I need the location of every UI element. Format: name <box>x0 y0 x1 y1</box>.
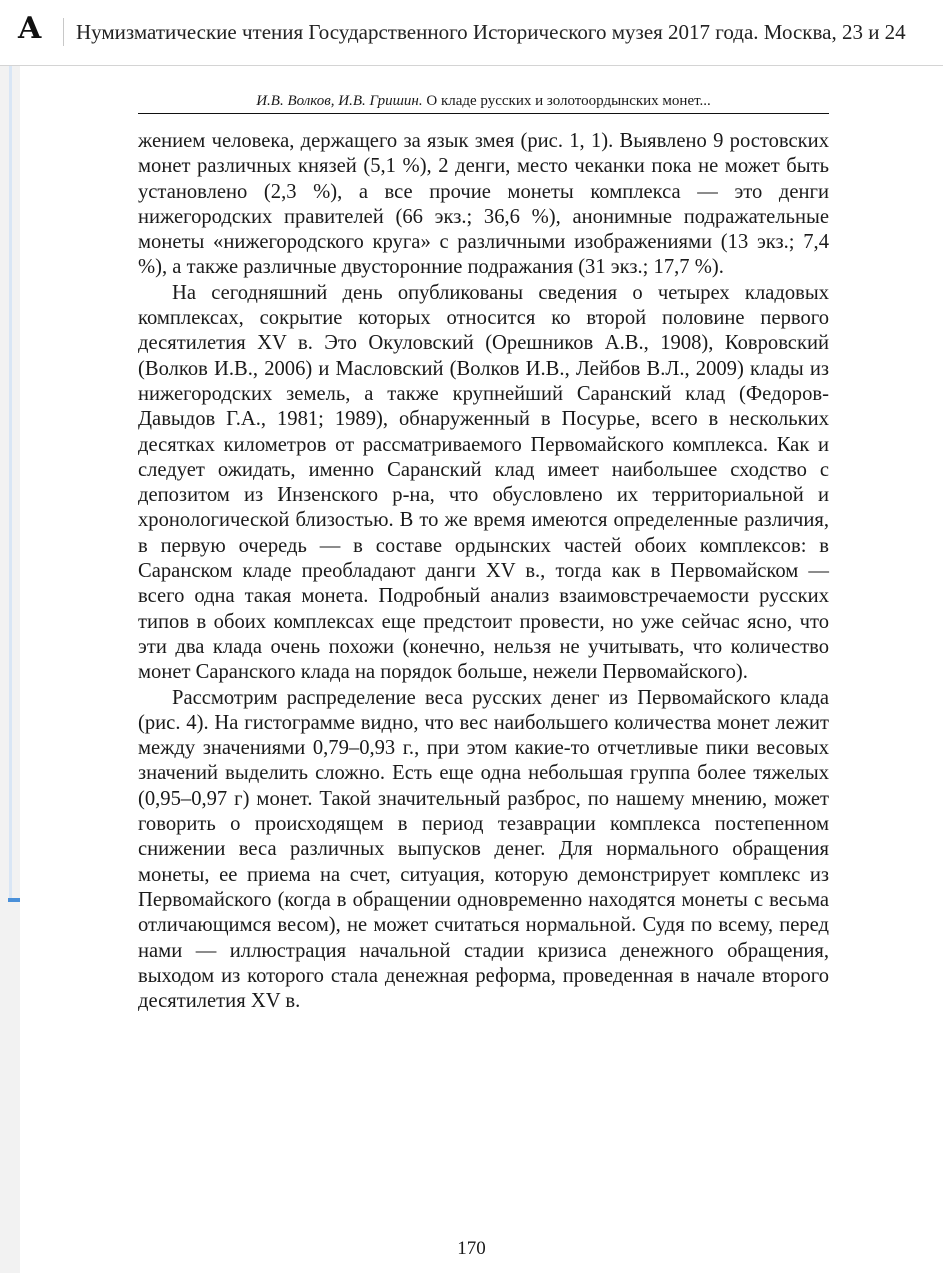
body-text <box>138 129 829 1014</box>
running-head <box>138 91 829 114</box>
paragraph: На сегодняшний день опубликованы сведения о четырех кладовых комплексах, сокрытие которых относится ко второй половине первого десятилетия XV в. Это Окуловский (Орешников А.В., 1908), Ковровский (Волков И.В., 2006) и Масловский (Волков И.В., Лейбов В.Л., 2009) клады из нижегородских земель, а также крупнейший Саранский клад (Федоров-Давыдов Г.А., 1981; 1989), обнаруженный в Посурье, всего в нескольких десятках километров от рассматриваемого Первомайского комплекса. Как и следует ожидать, именно Саранский клад имеет наибольшее сходство с депозитом из Инзенского р-на, что обусловлено их территориальной и хронологической близостью. В то же время имеются определенные различия, в первую очередь — в составе ордынских частей обоих комплексов: в Саранском кладе преобладают данги XV в., тогда как в Первомайском — всего одна такая монета. Подробный анализ взаимовстречаемости русских типов в обоих комплексах еще предстоит провести, но уже сейчас ясно, что эти два клада очень похожи (конечно, нельзя не учитывать, что количество монет Саранского клада на порядок больше, нежели Первомайского). <box>138 281 829 684</box>
scroll-position-marker[interactable] <box>8 898 20 902</box>
paragraph: жением человека, держащего за язык змея (рис. 1, 1). Выявлено 9 ростовских монет различных князей (5,1 %), 2 денги, место чеканки пока не может быть установлено (2,3 %), а все прочие монеты комплекса — это денги нижегородских правителей (66 экз.; 36,6 %), анонимные подражательные монеты «нижегородского круга» с различными изображениями (13 экз.; 7,4 %), а также различные двусторонние подражания (31 экз.; 17,7 %). <box>138 130 829 279</box>
scroll-position-track <box>9 66 12 902</box>
reader-toolbar <box>0 0 943 66</box>
toolbar-divider <box>63 18 64 46</box>
paragraph: Рассмотрим распределение веса русских денег из Первомайского клада (рис. 4). На гистограмме видно, что вес наибольшего количества монет лежит между значениями 0,79–0,93 г., при этом какие-то отчетливые пики весовых значений выделить сложно. Есть еще одна небольшая группа более тяжелых (0,95–0,97 г) монет. Такой значительный разброс, по нашему мнению, может говорить о происходящем в период тезаврации комплекса постепенном снижении веса различных выпусков денег. Для нормального обращения монеты, ее приема на счет, ситуация, которую демонстрирует комплекс из Первомайского (когда в обращении одновременно находятся монеты с весьма отличающимся весом), не может считаться нормальной. Судя по всему, перед нами — иллюстрация начальной стадии кризиса денежного обращения, выходом из которого стала денежная реформа, проведенная в начале второго десятилетия XV в. <box>138 686 829 1013</box>
running-head-title: О кладе русских и золотоордынских монет... <box>422 93 711 109</box>
running-head-authors: И.В. Волков, И.В. Гришин. <box>256 93 423 109</box>
page-number: 170 <box>457 1238 486 1259</box>
font-settings-button[interactable]: A <box>18 11 42 46</box>
book-title: Нумизматические чтения Государственного Исторического музея 2017 года. Москва, 23 и 24 <box>76 20 906 44</box>
